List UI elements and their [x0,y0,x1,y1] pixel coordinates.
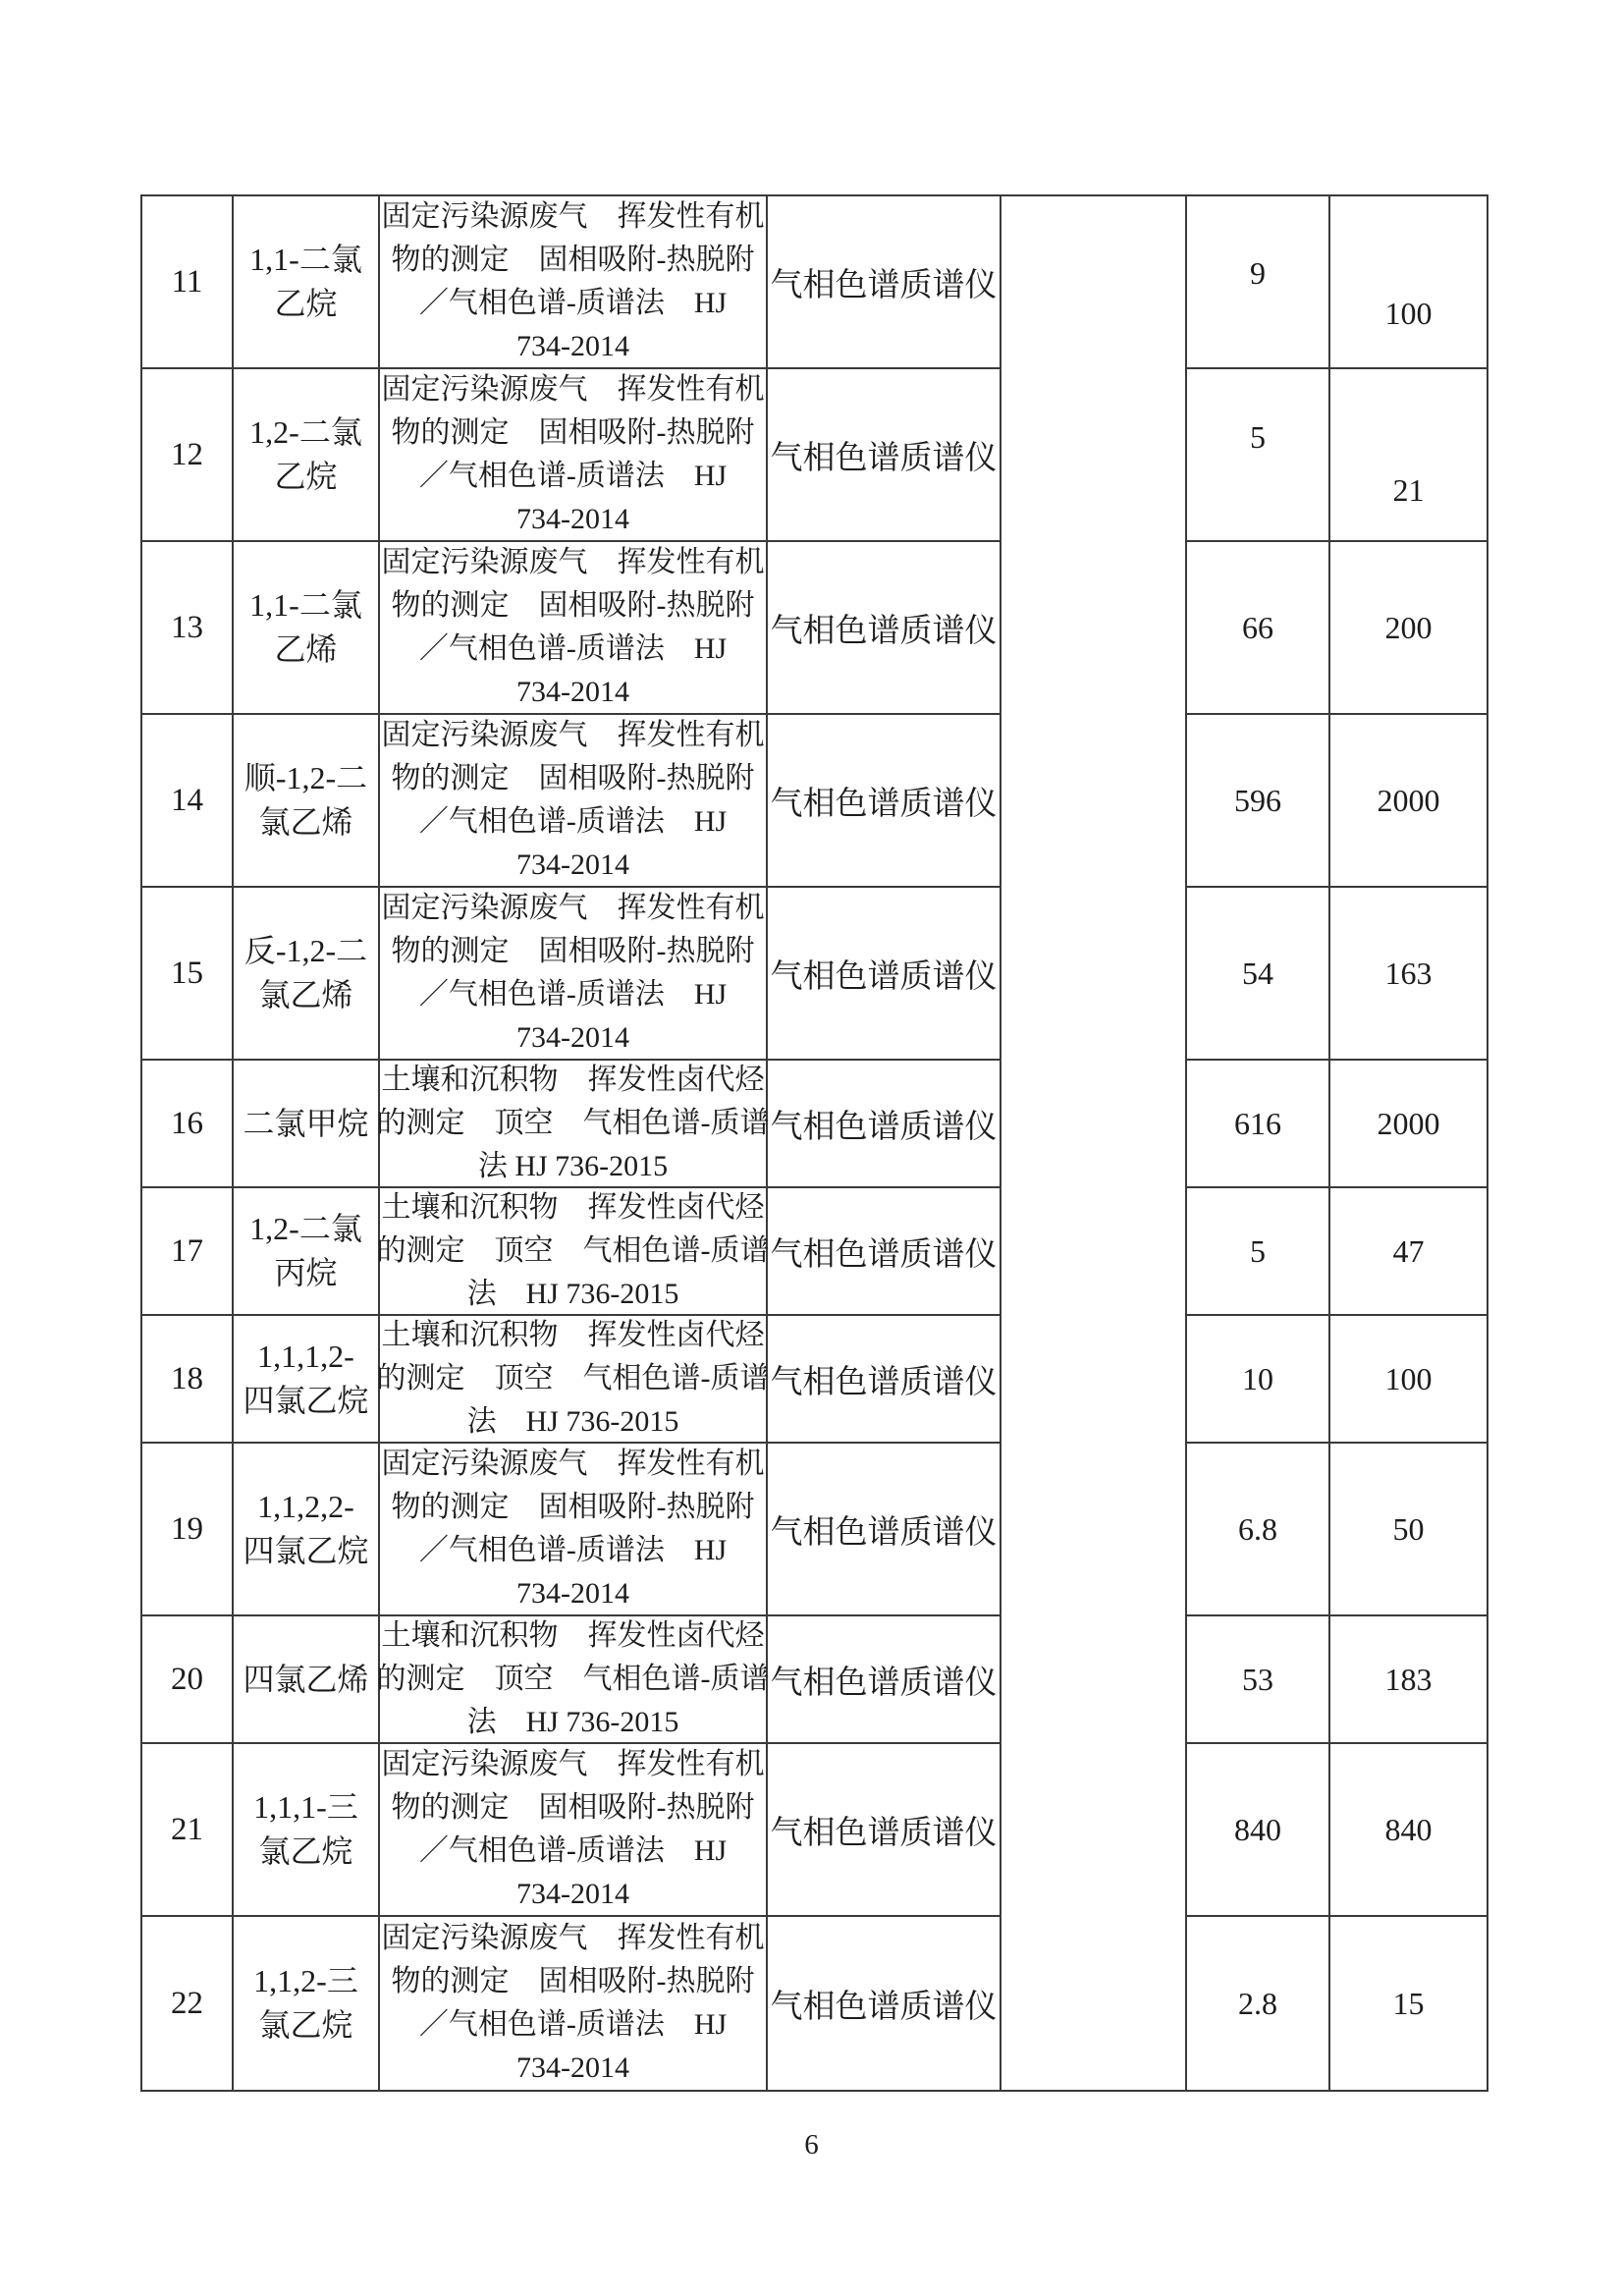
table-row [142,1917,1487,2090]
method-standard-line: 物的测定 固相吸附-热脱附 [391,1491,755,1523]
value-1-cell: 596 [1185,715,1330,888]
chemical-name-line: 顺-1,2-二 [243,760,368,795]
value-2-cell: 47 [1330,1188,1487,1316]
empty-column-cell [1001,1188,1185,1316]
chemical-name-cell [234,1444,380,1616]
value-2-cell: 21 [1330,369,1487,542]
method-standard-line: 固定污染源废气 挥发性有机 [381,200,765,233]
method-standard-cell [376,1188,770,1316]
chemical-name-cell [234,1188,380,1316]
chemical-name-cell [234,1744,380,1917]
method-standard-line: 固定污染源废气 挥发性有机 [381,719,765,751]
method-standard-cell [376,1316,770,1444]
method-standard-cell [376,1616,770,1744]
method-standard-line: 固定污染源废气 挥发性有机 [381,1748,765,1780]
value-1-cell: 9 [1185,196,1330,369]
method-standard-line: ／气相色谱-质谱法 HJ [418,1534,728,1566]
value-1-cell: 616 [1185,1061,1330,1188]
instrument-cell: 气相色谱质谱仪 [768,542,1001,715]
chemical-name-cell [234,1061,380,1188]
method-standard-cell [380,369,768,542]
table-row [142,1744,1487,1917]
value-1-cell: 5 [1185,1188,1330,1316]
method-standard-line: ／气相色谱-质谱法 HJ [418,978,728,1011]
row-number-cell: 19 [142,1444,234,1616]
empty-column-cell [1001,369,1185,542]
method-standard-line: 734-2014 [516,1577,629,1610]
instrument-cell: 气相色谱质谱仪 [768,888,1001,1061]
empty-column-cell [1001,1316,1185,1444]
value-2-cell: 100 [1330,196,1487,369]
table-row [142,1188,1487,1316]
chemical-name-line: 1,1,2-三 [253,1963,358,1998]
value-1-cell: 6.8 [1185,1444,1330,1616]
table-row [142,196,1487,369]
table-row [142,715,1487,888]
chemical-name-cell [234,715,380,888]
chemical-name-line: 氯乙烯 [258,977,353,1012]
chemical-name-line: 1,2-二氯 [249,414,362,450]
method-standard-cell [380,542,768,715]
value-1-cell: 54 [1185,888,1330,1061]
empty-column-cell [1001,1444,1185,1616]
row-number-cell: 14 [142,715,234,888]
chemical-name-cell [234,888,380,1061]
table-row [142,1616,1487,1744]
table-row [142,1444,1487,1616]
chemical-name-line: 氯乙烯 [258,804,353,840]
chemical-name-cell [234,1616,380,1744]
value-1-cell: 53 [1185,1616,1330,1744]
method-standard-cell [380,1744,768,1917]
chemical-name-cell [234,542,380,715]
method-standard-line: 734-2014 [516,330,629,362]
row-number-cell: 12 [142,369,234,542]
method-standard-line: 的测定 顶空 气相色谱-质谱 [376,1107,770,1139]
chemical-name-line: 1,2-二氯 [249,1211,362,1246]
instrument-cell: 气相色谱质谱仪 [768,1616,1001,1744]
method-standard-line: 的测定 顶空 气相色谱-质谱 [376,1362,770,1394]
empty-column-cell [1001,1616,1185,1744]
chemical-name-line: 反-1,2-二 [243,933,368,968]
row-number-cell: 18 [142,1316,234,1444]
row-number-cell: 16 [142,1061,234,1188]
method-standard-line: 的测定 顶空 气相色谱-质谱 [376,1234,770,1267]
row-number-cell: 17 [142,1188,234,1316]
value-2-cell: 183 [1330,1616,1487,1744]
instrument-cell: 气相色谱质谱仪 [768,1316,1001,1444]
table-row [142,542,1487,715]
chemical-name-line: 乙烷 [274,459,338,494]
value-2-cell: 163 [1330,888,1487,1061]
method-standard-line: 的测定 顶空 气相色谱-质谱 [376,1663,770,1695]
method-standard-line: 734-2014 [516,503,629,535]
chemical-name-line: 乙烷 [274,286,338,321]
chemical-name-cell [234,1917,380,2090]
chemical-name-line: 氯乙烷 [258,1833,353,1869]
method-standard-line: ／气相色谱-质谱法 HJ [418,1834,728,1867]
method-standard-line: 734-2014 [516,2051,629,2084]
method-standard-line: 734-2014 [516,848,629,881]
method-standard-line: 土壤和沉积物 挥发性卤代烃 [381,1619,765,1652]
method-standard-line: ／气相色谱-质谱法 HJ [418,460,728,492]
empty-column-cell [1001,1917,1185,2090]
value-2-cell: 840 [1330,1744,1487,1917]
empty-column-cell [1001,888,1185,1061]
chemical-name-line: 1,1-二氯 [249,242,362,277]
chemical-name-line: 乙烯 [274,631,338,667]
method-standard-line: 法 HJ 736-2015 [466,1405,679,1438]
chemical-name-line: 1,1,1-三 [253,1789,358,1825]
method-standard-line: 物的测定 固相吸附-热脱附 [391,1965,755,1997]
method-standard-line: 物的测定 固相吸附-热脱附 [391,935,755,967]
row-number-cell: 13 [142,542,234,715]
chemical-name-line: 四氯乙烷 [243,1533,369,1568]
method-standard-cell [380,1444,768,1616]
chemical-name-line: 1,1,1,2- [257,1339,354,1374]
value-2-cell: 100 [1330,1316,1487,1444]
value-2-cell: 200 [1330,542,1487,715]
chemical-name-cell [234,1316,380,1444]
empty-column-cell [1001,542,1185,715]
instrument-cell: 气相色谱质谱仪 [768,1444,1001,1616]
method-standard-line: 物的测定 固相吸附-热脱附 [391,589,755,622]
instrument-cell: 气相色谱质谱仪 [768,1917,1001,2090]
empty-column-cell [1001,196,1185,369]
method-standard-cell [380,196,768,369]
page-number: 6 [804,2129,819,2160]
chemical-name-line: 丙烷 [274,1255,338,1290]
method-standard-line: ／气相色谱-质谱法 HJ [418,2008,728,2041]
method-standard-line: 固定污染源废气 挥发性有机 [381,1922,765,1954]
method-standard-line: 物的测定 固相吸附-热脱附 [391,244,755,276]
row-number-cell: 15 [142,888,234,1061]
method-standard-cell [376,1061,770,1188]
row-number-cell: 11 [142,196,234,369]
table-row [142,369,1487,542]
method-standard-line: 法 HJ 736-2015 [477,1150,669,1182]
method-standard-line: 固定污染源废气 挥发性有机 [381,892,765,924]
method-standard-line: ／气相色谱-质谱法 HJ [418,805,728,838]
value-2-cell: 50 [1330,1444,1487,1616]
value-2-cell: 2000 [1330,1061,1487,1188]
chemical-name-line: 1,1-二氯 [249,587,362,623]
chemical-name-line: 氯乙烷 [258,2007,353,2043]
method-standard-line: ／气相色谱-质谱法 HJ [418,287,728,319]
value-1-cell: 840 [1185,1744,1330,1917]
method-standard-line: 物的测定 固相吸附-热脱附 [391,416,755,449]
instrument-cell: 气相色谱质谱仪 [768,1744,1001,1917]
value-1-cell: 10 [1185,1316,1330,1444]
instrument-cell: 气相色谱质谱仪 [768,1188,1001,1316]
method-standard-cell [380,715,768,888]
method-standard-line: 734-2014 [516,676,629,708]
empty-column-cell [1001,1744,1185,1917]
chemical-name-cell [234,196,380,369]
method-standard-line: 土壤和沉积物 挥发性卤代烃 [381,1191,765,1224]
method-standard-line: ／气相色谱-质谱法 HJ [418,632,728,665]
value-1-cell: 2.8 [1185,1917,1330,2090]
method-standard-cell [380,1917,768,2090]
instrument-cell: 气相色谱质谱仪 [768,369,1001,542]
method-standard-line: 固定污染源废气 挥发性有机 [381,373,765,406]
chemical-name-line: 二氯甲烷 [243,1105,369,1141]
table-row [142,1061,1487,1188]
empty-column-cell [1001,1061,1185,1188]
value-1-cell: 66 [1185,542,1330,715]
chemical-name-line: 四氯乙烷 [243,1383,369,1418]
row-number-cell: 21 [142,1744,234,1917]
value-2-cell: 15 [1392,1985,1425,2021]
method-standard-line: 固定污染源废气 挥发性有机 [381,546,765,578]
value-2-cell: 2000 [1330,715,1487,888]
table-row [142,1316,1487,1444]
method-standard-line: 土壤和沉积物 挥发性卤代烃 [381,1064,765,1096]
table-row [142,888,1487,1061]
instrument-cell: 气相色谱质谱仪 [768,715,1001,888]
method-standard-line: 物的测定 固相吸附-热脱附 [391,762,755,794]
method-standard-line: 物的测定 固相吸附-热脱附 [391,1791,755,1824]
method-standard-line: 734-2014 [516,1021,629,1054]
method-standard-cell [380,888,768,1061]
empty-column-cell [1001,715,1185,888]
chemical-name-line: 1,1,2,2- [257,1489,354,1524]
method-standard-line: 固定污染源废气 挥发性有机 [381,1448,765,1480]
row-number-cell: 22 [142,1917,234,2090]
chemical-name-cell [234,369,380,542]
chemical-name-line: 四氯乙烯 [243,1661,369,1697]
method-standard-line: 土壤和沉积物 挥发性卤代烃 [381,1319,765,1351]
analysis-methods-table [140,194,1488,2092]
value-1-cell: 5 [1185,369,1330,542]
method-standard-line: 734-2014 [516,1878,629,1910]
instrument-cell: 气相色谱质谱仪 [768,196,1001,369]
row-number-cell: 20 [142,1616,234,1744]
instrument-cell: 气相色谱质谱仪 [768,1061,1001,1188]
method-standard-line: 法 HJ 736-2015 [466,1706,679,1738]
method-standard-line: 法 HJ 736-2015 [466,1278,679,1310]
